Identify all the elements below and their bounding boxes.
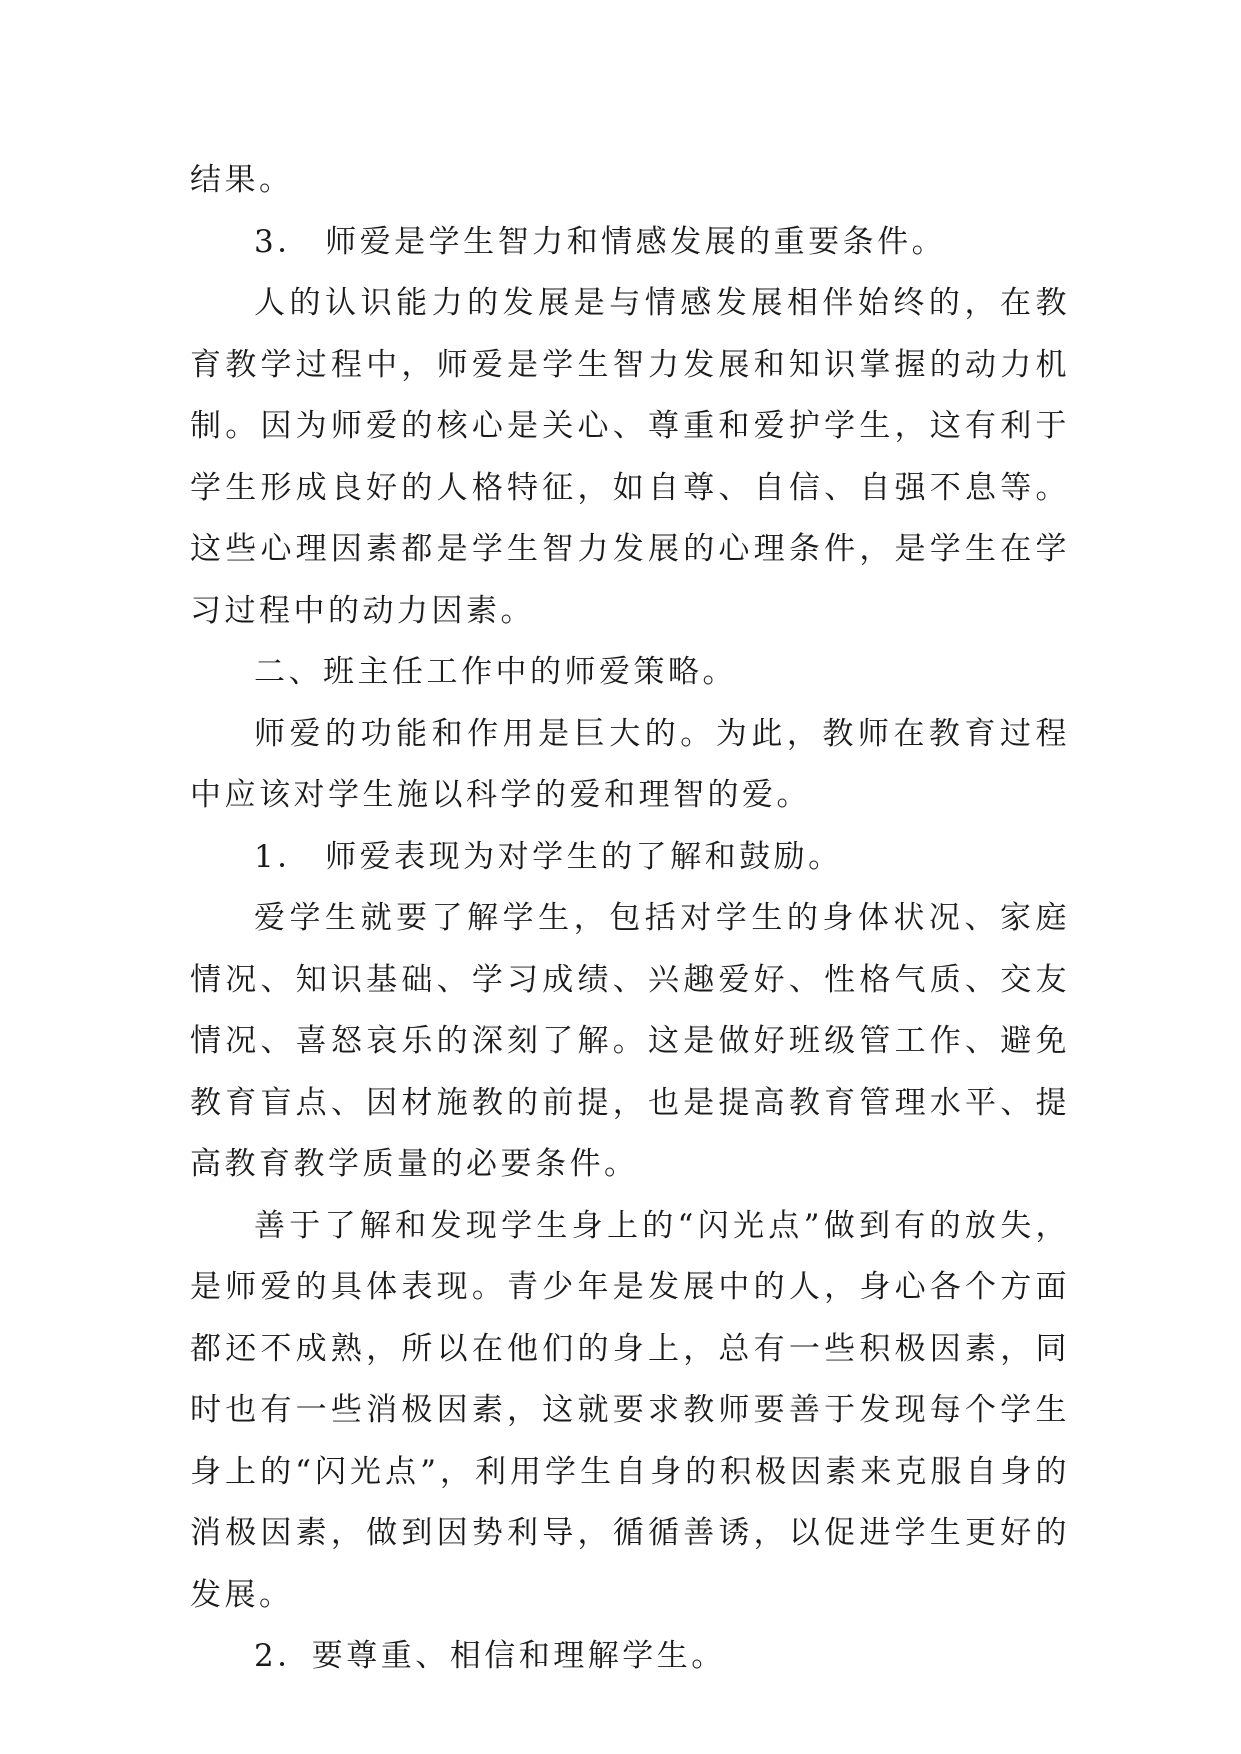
paragraph-continuation: 结果。 [190,162,294,198]
section-heading-3: 3． 师爱是学生智力和情感发展的重要条件。 [254,223,947,260]
section-heading-2-sub: 2．要尊重、相信和理解学生。 [254,1638,726,1674]
body-text [190,150,1070,1688]
section-heading-1: 1． 师爱表现为对学生的了解和鼓励。 [254,838,843,875]
paragraph: 爱学生就要了解学生，包括对学生的身体状况、家庭情况、知识基础、学习成绩、兴趣爱好、性格气质、交友情况、喜怒哀乐的深刻了解。这是做好班级管工作、避免教育盲点、因材施教的前提，也是提高教育管理水平、提高教育教学质量的必要条件。 [190,900,1070,1182]
paragraph: 人的认识能力的发展是与情感发展相伴始终的，在教育教学过程中，师爱是学生智力发展和知识掌握的动力机制。因为师爱的核心是关心、尊重和爱护学生，这有利于学生形成良好的人格特征，如自尊、自信、自强不息等。这些心理因素都是学生智力发展的心理条件，是学生在学习过程中的动力因素。 [190,285,1070,629]
section-heading-2: 二、班主任工作中的师爱策略。 [254,654,737,690]
paragraph: 善于了解和发现学生身上的“闪光点”做到有的放失，是师爱的具体表现。青少年是发展中的人，身心各个方面都还不成熟，所以在他们的身上，总有一些积极因素，同时也有一些消极因素，这就要求教师要善于发现每个学生身上的“闪光点”，利用学生自身的积极因素来克服自身的消极因素，做到因势利导，循循善诱，以促进学生更好的发展。 [190,1207,1070,1613]
paragraph: 师爱的功能和作用是巨大的。为此，教师在教育过程中应该对学生施以科学的爱和理智的爱。 [190,715,1070,813]
